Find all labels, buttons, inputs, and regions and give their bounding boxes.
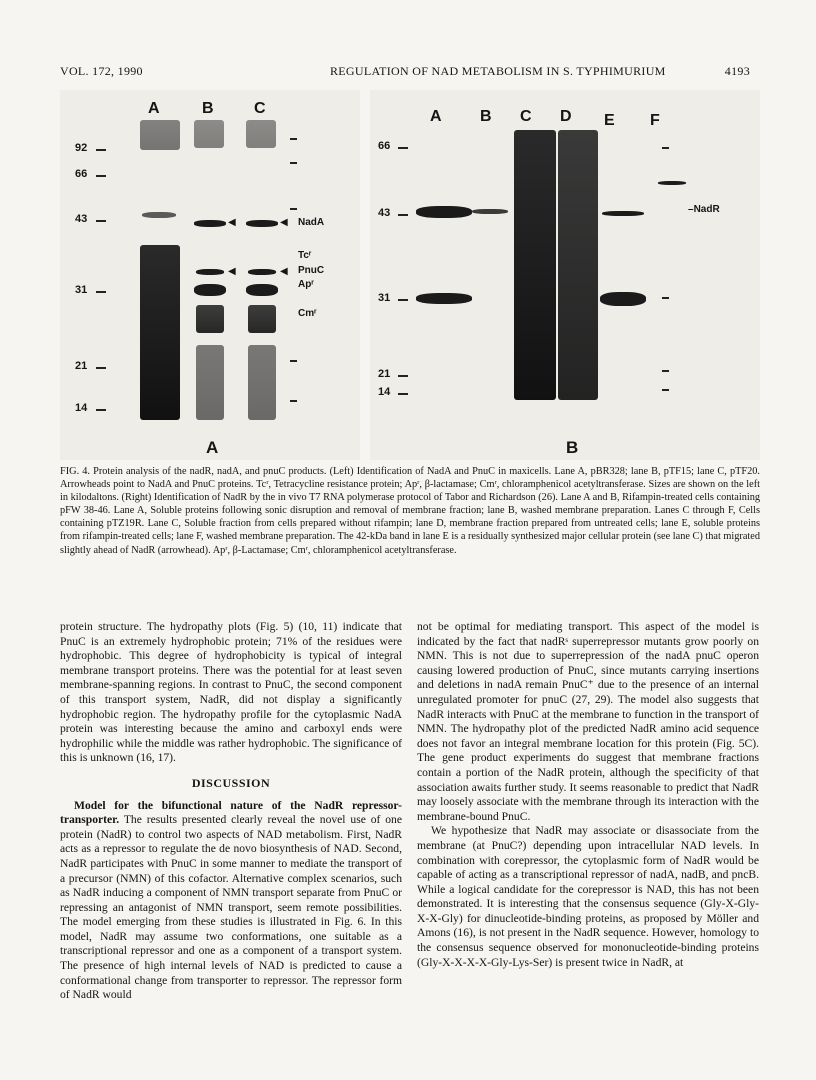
nada-label: NadA [298,217,325,228]
lane-label: A [148,100,160,117]
apr-band [194,284,226,296]
lane-a-top-smear [140,120,180,150]
nadr-band [472,209,508,214]
label-tick [662,147,669,149]
label-tick [290,208,297,210]
size-marker: 31 [75,284,88,296]
nada-band [246,220,278,227]
lane-label: B [480,108,492,125]
paragraph: not be optimal for mediating transport. This aspect of the model is indicated by the fact that nadRˢ superrepressor mutants grow poorly on NMN. This is not due to superrepression of the nadA pnuC operon causing lowered production of PnuC, since mutants carrying insertions and deletions in nadA remain PnuC⁺ due to the presence of an internal unregulated promoter for pnuC (27, 29). The model also suggests that NadR interacts with PnuC at the membrane to function in the transport of NMN. The hydropathy plot of the predicted NadR amino acid sequence does not favor an integral membrane location for this protein (Fig. 5C). The gene product experiments do suggest that membrane fractions contain a portion of the NadR protein, although the specificity of that association awaits further study. It seems reasonable to predict that NadR may loosely associate with the membrane through its interaction with the membrane-bound PnuC. [417,620,759,823]
lane-c-bottom-smear [248,345,276,420]
gel-panel-b [370,90,760,460]
lane-c-smear [514,130,556,400]
figure-caption: FIG. 4. Protein analysis of the nadR, nadA, and pnuC products. (Left) Identification of NadA and PnuC in maxicells. Lane A, pBR328; lane B, pTF15; lane C, pTF20. Arrowheads point to NadA and PnuC proteins. Tcʳ, Tetracycline resistance protein; Apʳ, β-lactamase; Cmʳ, chloramphenicol acetyltransferase. Sizes are shown on the left in kilodaltons. (Right) Identification of NadR by the in vivo T7 RNA polymerase protocol of Tabor and Richardson (26). Lane A and B, Rifampin-treated cells containing pFW 38-46. Lane A, Soluble proteins following sonic disruption and removal of membrane fraction; lane B, washed membrane preparation. Lanes C through F, Cells containing pTZ19R. Lane C, Soluble fraction from cells prepared without rifampin; lane D, membrane fraction prepared from untreated cells; lane E, soluble proteins from rifampin-treated cells; lane F, washed membrane preparation. The 42-kDa band in lane E is a residually synthesized major cellular protein (see lane C) that migrated slightly ahead of NadR (arrowhead). Apʳ, β-Lactamase; Cmʳ, chloramphenicol acetyltransferase. [60,466,760,556]
arrowhead-icon: ◀ [228,217,236,228]
size-marker: 66 [75,168,88,180]
size-marker: 43 [378,207,391,219]
lane-label: F [650,112,660,129]
size-marker: 21 [378,368,391,380]
marker-tick [96,409,106,411]
marker-tick [96,291,106,293]
paragraph: protein structure. The hydropathy plots (Fig. 5) (10, 11) indicate that PnuC is an extremely hydrophobic protein; 71% of the residues were hydrophobic. This degree of hydrophobicity is typical of integral membrane transport proteins. There was the potential for at least seven membrane-spanning regions. In contrast to PnuC, the second component of this transport system, NadR, did not display a significantly hydrophobic region. The hydropathy profile for the cytoplasmic NadA protein was interesting because the amino and carboxyl ends were hydrophilic while the middle was rather hydrophobic. The significance of this is unknown (16, 17). [60,620,402,765]
band [658,181,686,185]
volume-label: VOL. 172, 1990 [60,64,143,78]
lane-label: C [520,108,532,125]
size-marker: 31 [378,292,391,304]
size-marker: 43 [75,213,88,225]
cmr-label: Cmʳ [298,308,317,319]
size-marker: 66 [378,140,391,152]
size-marker: 21 [75,360,88,372]
panel-label: B [566,438,579,457]
lane-label: A [430,108,442,125]
lane-b-bottom-smear [196,345,224,420]
figure-4 [60,90,760,460]
page-number: 4193 [724,64,750,78]
marker-tick [96,220,106,222]
pnuc-band [248,269,276,275]
marker-tick [96,175,106,177]
lane-label: C [254,100,266,117]
label-tick [662,370,669,372]
pnuc-band [196,269,224,275]
paragraph [60,799,402,1003]
nadr-label: –NadR [688,204,720,215]
label-tick [290,360,297,362]
marker-tick [398,147,408,149]
lane-c-lower-smear [248,305,276,333]
size-marker: 92 [75,142,88,154]
marker-tick [96,149,106,151]
section-heading: DISCUSSION [191,775,271,790]
tcr-label: Tcʳ [298,250,312,261]
nada-band [194,220,226,227]
lane-d-smear [558,130,598,400]
arrowhead-icon: ◀ [280,266,288,277]
lane-label: E [604,112,615,129]
size-marker: 14 [378,386,391,398]
arrowhead-icon: ◀ [280,217,288,228]
panel-label: A [206,438,219,457]
lane-b-lower-smear [196,305,224,333]
lane-a-smear [140,245,180,420]
marker-tick [398,375,408,377]
label-tick [662,389,669,391]
marker-tick [96,367,106,369]
marker-tick [398,393,408,395]
band [142,212,176,218]
arrowhead-icon: ◀ [228,266,236,277]
apr-band [246,284,278,296]
gel-panel-a [60,90,360,460]
lane-b-top-smear [194,120,224,148]
left-column [60,620,402,1003]
lane-c-top-smear [246,120,276,148]
marker-tick [398,299,408,301]
label-tick [662,297,669,299]
paragraph-text: The results presented clearly reveal the novel use of one protein (NadR) to control two aspects of NAD metabolism. First, NadR acts as a repressor to regulate the de novo biosynthesis of NAD. Second, NadR participates with PnuC in some manner to mediate the transport of a precursor (NMN) of this cofactor. Alternative complex scenarios, such as NadR inducing a component of NMN transport separate from PnuC or repressing an antagonist of NMN transport, seem remote possibilities. The model emerging from these studies is illustrated in Fig. 6. In this model, NadR may assume two conformations, one suitable as a transcriptional repressor and one as a component of a transport system. The presence of high internal levels of NAD is predicted to cause a conformational change from transporter to repressor. The repressor form of NadR would [60,813,402,1002]
lane-label: B [202,100,214,117]
marker-tick [398,214,408,216]
42kda-band [602,211,644,216]
size-marker: 14 [75,402,88,414]
label-tick [290,400,297,402]
label-tick [290,138,297,140]
nadr-band [416,206,472,218]
pnuc-label: PnuC [298,265,325,276]
running-title: REGULATION OF NAD METABOLISM IN S. TYPHIMURIUM [330,64,666,78]
apr-band [600,292,646,306]
lane-label: D [560,108,572,125]
running-header [60,64,750,80]
apr-band [416,293,472,304]
subheading: Model for the bifunctional nature of the NadR repressor-transporter. [60,798,402,827]
apr-label: Apʳ [298,279,314,290]
label-tick [290,162,297,164]
right-column [417,620,759,970]
paragraph: We hypothesize that NadR may associate or disassociate from the membrane (at PnuC?) depending upon intracellular NAD levels. In combination with corepressor, the cytoplasmic form of NadR would be capable of acting as a transcriptional repressor of nadA, nadB, and pncB. While a logical candidate for the corepressor is NAD, this has not been demonstrated. It is interesting that the consensus sequence (Gly-X-Gly-X-X-Gly) for dinucleotide-binding proteins, as proposed by Möller and Amons (16), is not present in the NadR sequence. However, homology to the consensus sequence observed for mononucleotide-binding proteins (Gly-X-X-X-X-Gly-Lys-Ser) is present twice in NadR, at [417,824,759,969]
